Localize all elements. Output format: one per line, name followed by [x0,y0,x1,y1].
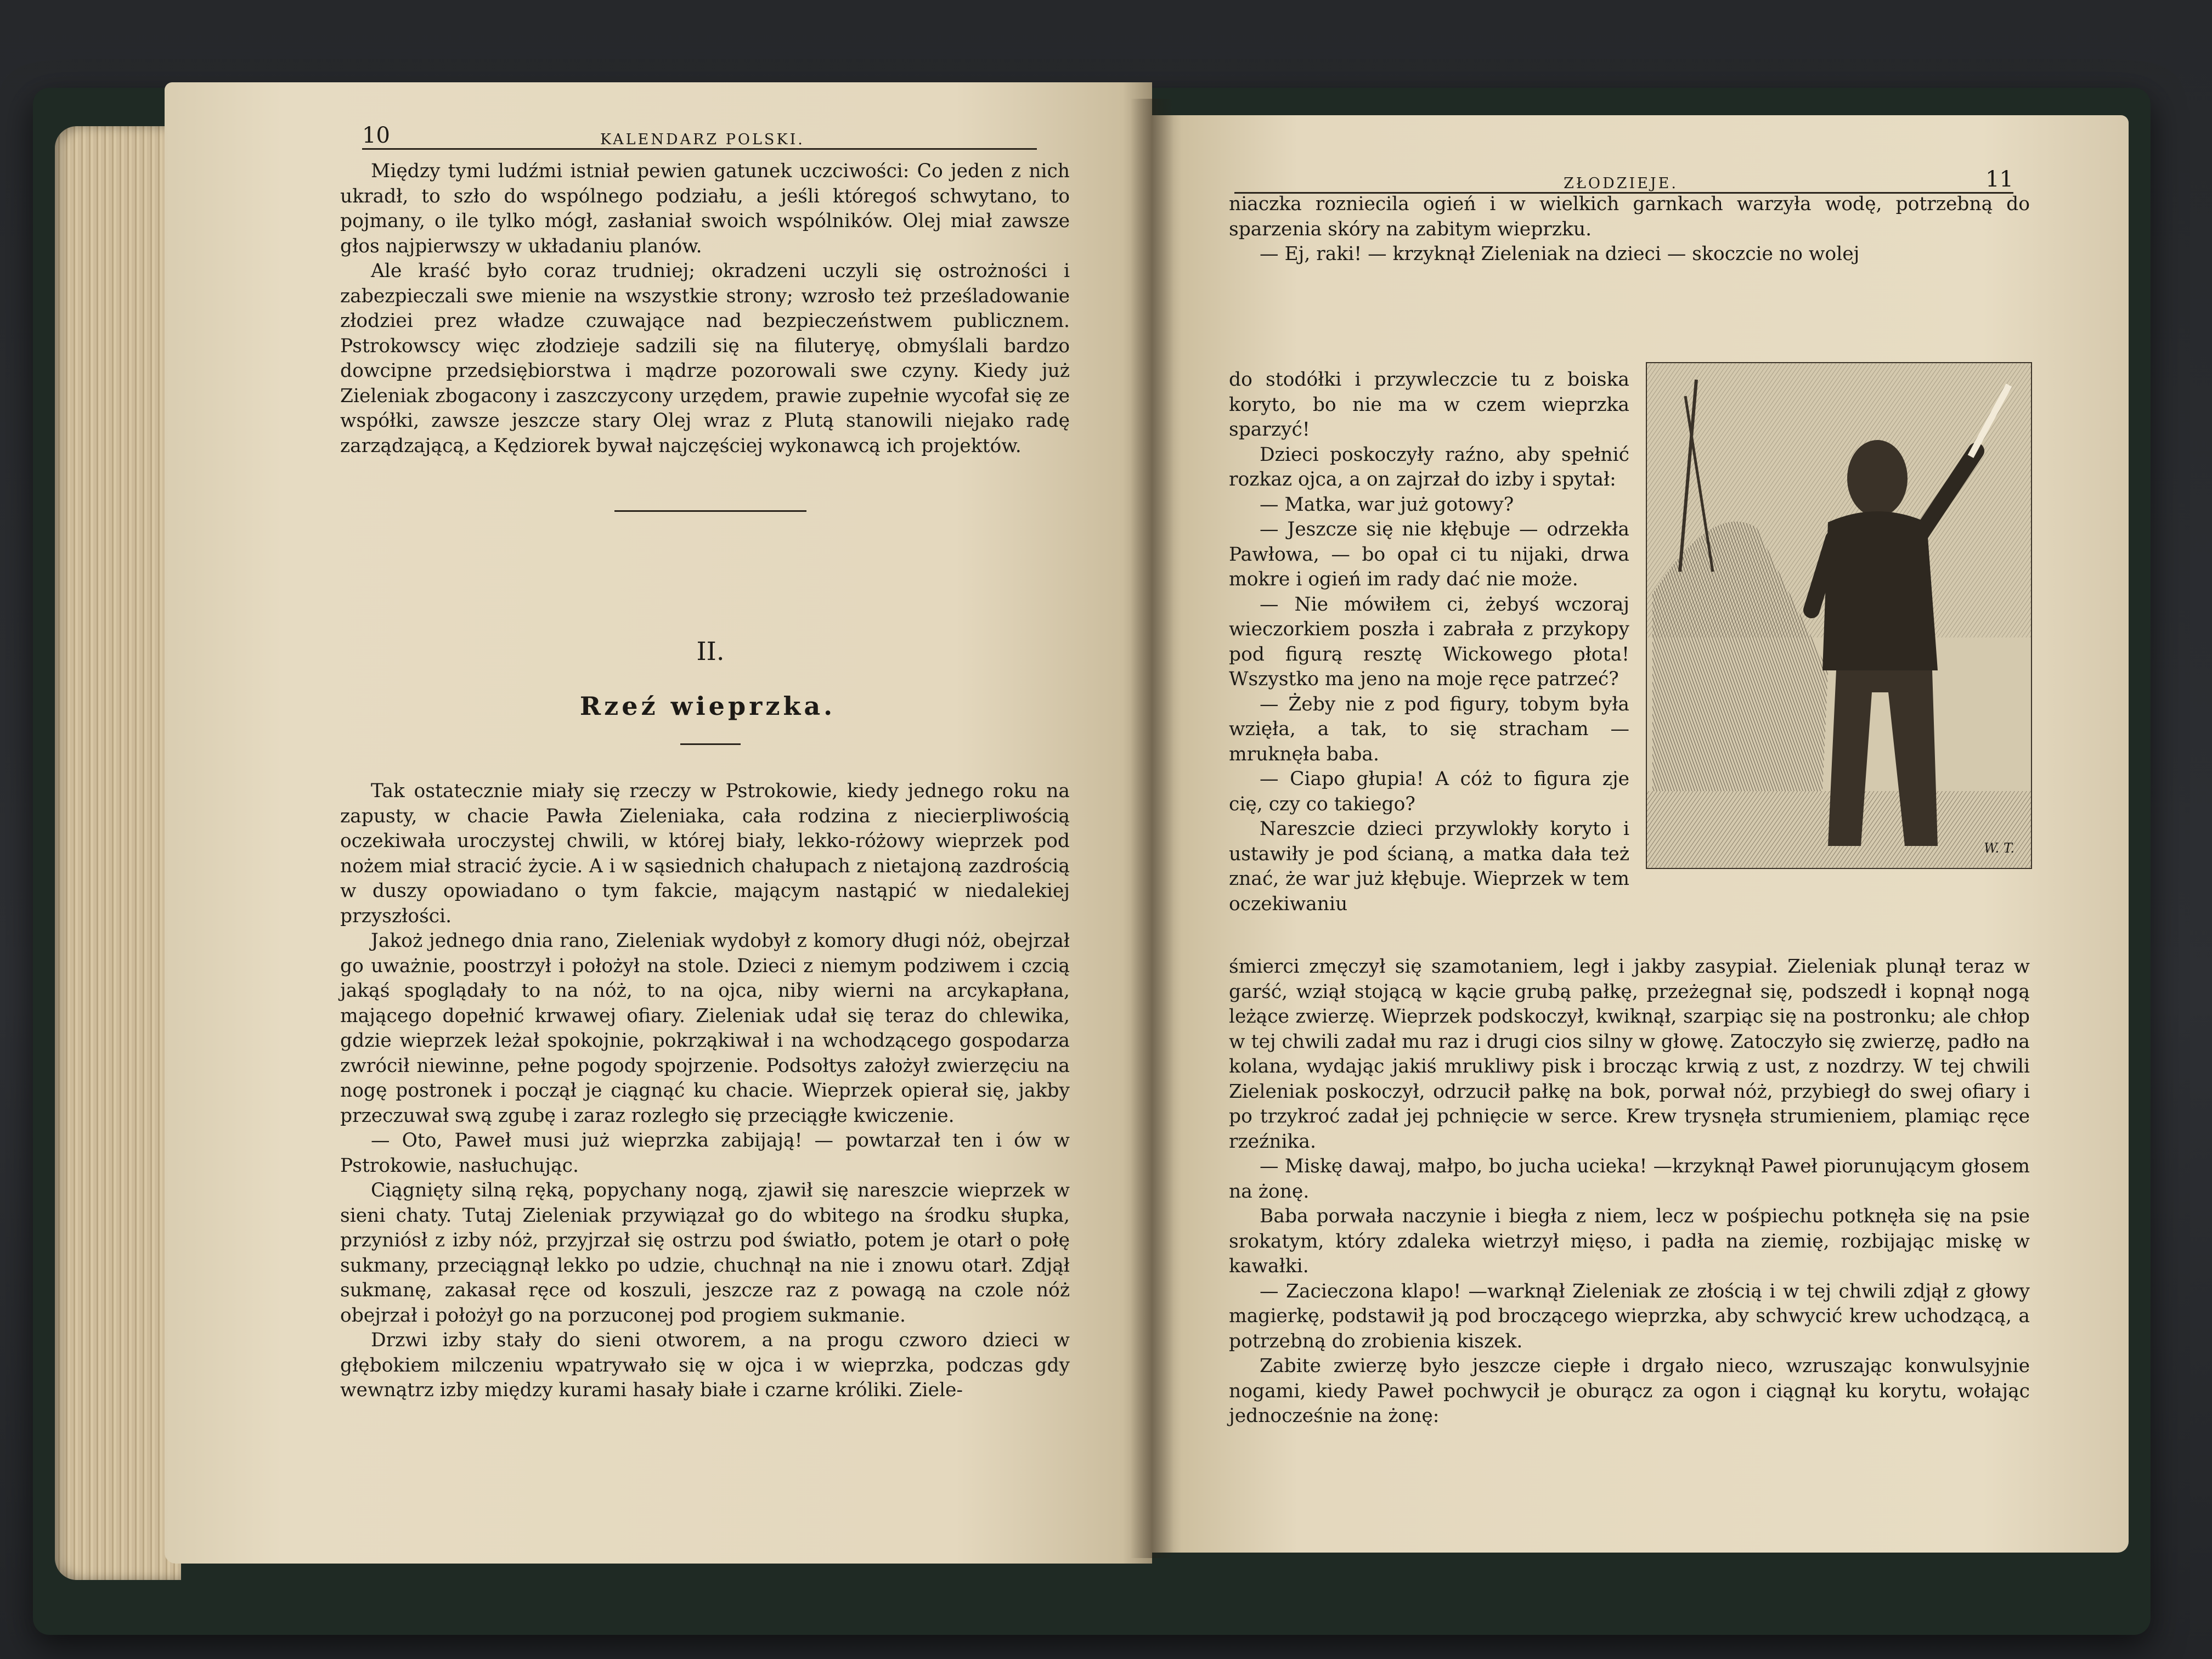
paragraph: Ale kraść było coraz trudniej; okradzeni uczyli się ostrożności i zabezpieczali swe mienie na wszystkie strony; wzrosło też prześladowanie złodziei prez władze czuwające nad bezpieczeństwem publicznem. Pstrokowscy więc złodzieje sadzili się na filuteryę, obmyślali bardzo dowcipne przedsiębiorstwa i mądrze pozorowali swe czyny. Kiedy już Zieleniak zbogacony i zaszczycony urzędem, prawie zupełnie wycofał się ze współki, zawsze jeszcze stary Olej wraz z Plutą stanowili niejako radę zarządzającą, a Kędziorek bywał najczęściej wykonawcą ich projektów. [340,260,1070,457]
section-divider [614,510,806,512]
text-block-top [1229,192,2030,267]
paragraph: śmierci zmęczył się szamotaniem, legł i jakby zasypiał. Zieleniak plunął teraz w garść, wziął stojącą w kącie grubą pałkę, przeżegnał się, podszedł i kopnął nogą leżące zwierzę. Wieprzek podskoczył, kwiknął, szarpiąc się na postronku; ale chłop w tej chwili zadał mu raz i drugi cios silny w głowę. Zatoczyło się zwierzę, padło na kolana, wydając jakiś mrukliwy pisk i brocząc krwią z ust, z nozdrzy. W tej chwili Zieleniak poskoczył, odrzucił pałkę na bok, porwał nóż, przybiegł do swej ofiary i po trzykroć zadał jej pchnięcie w serce. Krew trysnęła strumieniem, plamiąc ręce rzeźnika. [1229,956,2030,1153]
running-title: KALENDARZ POLSKI. [600,131,805,148]
paragraph: Tak ostatecznie miały się rzeczy w Pstrokowie, kiedy jednego roku na zapusty, w chacie Pawła Zieleniaka, cała rodzina z niecierpliwością oczekiwała uroczystej chwili, w której biały, lekko-różowy wieprzek pod nożem miał stracić życie. A i w sąsiednich chałupach z nietajoną zazdrością w duszy opowiadano o tym fakcie, mającym nastąpić w niedalekiej przyszłości. [340,780,1070,927]
left-page-header [362,104,1037,150]
paragraph: — Ciapo głupia! A cóż to figura zje cię, czy co takiego? [1229,768,1629,815]
running-title: ZŁODZIEJE. [1564,175,1678,192]
text-block-top [340,159,1070,459]
text-block-beside-illustration [1229,368,1629,917]
paragraph: Zabite zwierzę było jeszcze ciepłe i drgało nieco, wzruszając konwulsyjnie nogami, kiedy Paweł pochwycił je oburącz za ogon i ciągnął ku korytu, wołając jednocześnie na żonę: [1229,1355,2030,1427]
paragraph: niaczka rozniecila ogień i w wielkich garnkach warzyła wodę, potrzebną do sparzenia skóry na zabitym wieprzku. [1229,193,2030,240]
paragraph: — Nie mówiłem ci, żebyś wczoraj wieczorkiem poszła i zabrała z przykopy pod figurą resztę Wickowego płota! Wszystko ma jeno na moje ręce patrzeć? [1229,593,1629,690]
illustration-man-with-knife [1647,363,2031,868]
book-gutter [1130,99,1174,1558]
paragraph: — Ej, raki! — krzyknął Zieleniak na dzieci — skoczcie no wolej [1260,243,1860,265]
page-edges [55,126,181,1580]
left-page [165,82,1152,1564]
engraving-illustration [1646,362,2032,869]
paragraph: Ciągnięty silną ręką, popychany nogą, zjawił się nareszcie wieprzek w sieni chaty. Tutaj Zieleniak przywiązał go do wbitego na środku słupka, przyniósł z izby nóż, przyjrzał się ostrzu pod światło, potem je otarł o połę sukmany, przeciągnął lekko po udzie, chuchnął na nie i znowu otarł. Zdjął sukmanę, zakasał ręce od koszuli, jeszcze raz z powagą na czole nóż obejrzał i położył go na porzuconej pod progiem sukmanie. [340,1180,1070,1327]
page-number: 11 [1985,167,2013,192]
paragraph: — Matka, war już gotowy? [1260,493,1514,516]
chapter-title: Rzeź wieprzka. [579,691,836,721]
chapter-rule [680,743,741,745]
paragraph: Dzieci poskoczyły raźno, aby spełnić rozkaz ojca, a on zajrzał do izby i spytał: [1229,443,1629,490]
chapter-number: II. [696,636,725,666]
paragraph: — Oto, Paweł musi już wieprzka zabijają! — powtarzał ten i ów w Pstrokowie, nasłuchując. [340,1130,1070,1177]
page-number: 10 [362,123,390,148]
paragraph: Nareszcie dzieci przywlokły koryto i ustawiły je pod ścianą, a matka dała też znać, że war już kłębuje. Wieprzek w tem oczekiwaniu [1229,818,1629,915]
paragraph: do stodółki i przywleczcie tu z boiska koryto, bo nie ma w czem wieprzka sparzyć! [1229,369,1629,441]
paragraph: — Jeszcze się nie kłębuje — odrzekła Pawłowa, — bo opał ci tu nijaki, drwa mokre i ogień im rady dać nie może. [1229,518,1629,590]
paragraph: Drzwi izby stały do sieni otworem, a na progu czworo dzieci w głębokiem milczeniu wpatrywało się w ojca i w wieprzka, podczas gdy wewnątrz izby między kurami hasały białe i czarne króliki. Ziele- [340,1329,1070,1401]
paragraph: — Miskę dawaj, małpo, bo jucha ucieka! —krzyknął Paweł piorunującym głosem na żonę. [1229,1155,2030,1203]
text-block-bottom [340,779,1070,1403]
right-page [1152,115,2129,1553]
paragraph: Baba porwała naczynie i biegła z niem, lecz w pośpiechu potknęła się na psie srokatym, który zdaleka wietrzył mięso, i padła na ziemię, rozbijając miskę w kawałki. [1229,1205,2030,1277]
paragraph: Jakoż jednego dnia rano, Zieleniak wydobył z komory długi nóż, obejrzał go uważnie, poostrzył i położył na stole. Dzieci z niemym podziwem i czcią jakąś spoglądały to na nóż, to na ojca, niby wierni na arcykapłana, mającego dopełnić krwawej ofiary. Zieleniak udał się teraz do chlewika, gdzie wieprzek leżał spokojnie, pokrząkiwał i na wchodzącego gospodarza zwrócił niewinne, pełne pogody spojrzenie. Podsołtys założył zwierzęciu na nogę postronek i począł je ciągnąć ku chacie. Wieprzek opierał się, jakby przeczuwał swą zgubę i zaraz rozległo się przeciągłe kwiczenie. [340,930,1070,1127]
text-block-bottom [1229,955,2030,1429]
paragraph: — Zacieczona klapo! —warknął Zieleniak ze złością i w tej chwili zdjął z głowy magierkę, podstawił ją pod broczącego wieprzka, aby schwycić krew uchodzącą, a potrzebną do zrobienia kiszek. [1229,1280,2030,1352]
illustration-signature: W. T. [1984,840,2015,856]
right-page-header [1234,154,2013,194]
paragraph: Między tymi ludźmi istniał pewien gatunek uczciwości: Co jeden z nich ukradł, to szło do wspólnego podziału, a jeśli któregoś schwytano, to pojmany, o ile tylko mógł, zasłaniał swoich wspólników. Olej miał zawsze głos najpierwszy w układaniu planów. [340,160,1070,257]
paragraph: — Żeby nie z pod figury, tobym była wzięła, a tak, to się stracham — mruknęła baba. [1229,693,1629,765]
